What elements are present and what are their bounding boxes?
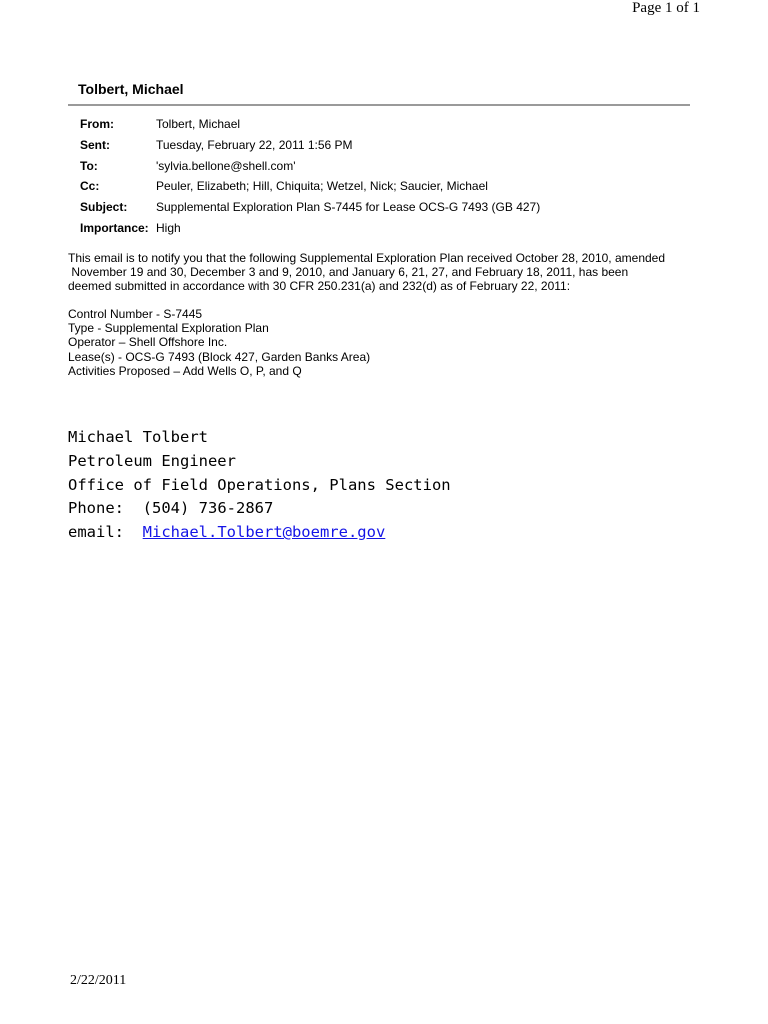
from-label: From:	[80, 117, 114, 131]
body-line: November 19 and 30, December 3 and 9, 2010, and January 6, 21, 27, and February 18, 2011, has been	[68, 265, 629, 280]
sent-row	[80, 135, 540, 156]
signature-block	[68, 426, 451, 545]
body-line: deemed submitted in accordance with 30 CFR 250.231(a) and 232(d) as of February 22, 2011:	[68, 279, 571, 294]
cc-row	[80, 176, 540, 197]
cc-label: Cc:	[80, 179, 100, 194]
importance-row	[80, 218, 540, 239]
type-line: Type - Supplemental Exploration Plan	[68, 321, 269, 336]
signature-title: Petroleum Engineer	[68, 451, 236, 470]
signature-name: Michael Tolbert	[68, 428, 208, 446]
footer-date: 2/22/2011	[70, 973, 127, 988]
header-divider	[68, 104, 690, 106]
activities-line: Activities Proposed – Add Wells O, P, and Q	[68, 363, 302, 378]
from-row	[80, 114, 540, 135]
phone-label: Phone:	[68, 499, 124, 518]
subject-label: Subject:	[80, 200, 128, 215]
cc-value: Peuler, Elizabeth; Hill, Chiquita; Wetzel, Nick; Saucier, Michael	[156, 179, 488, 194]
to-row	[80, 156, 540, 177]
importance-value: High	[156, 220, 181, 235]
sent-value: Tuesday, February 22, 2011 1:56 PM	[156, 137, 353, 152]
to-label: To:	[80, 158, 98, 173]
to-value: 'sylvia.bellone@shell.com'	[156, 158, 296, 173]
subject-row	[80, 197, 540, 218]
importance-label: Importance:	[80, 220, 149, 235]
email-body	[68, 251, 708, 294]
operator-line: Operator – Shell Offshore Inc.	[68, 335, 228, 350]
lease-line: Lease(s) - OCS-G 7493 (Block 427, Garden Banks Area)	[68, 349, 371, 364]
subject-value: Supplemental Exploration Plan S-7445 for Lease OCS-G 7493 (GB 427)	[156, 200, 541, 215]
email-label: email:	[68, 523, 124, 542]
sent-label: Sent:	[80, 137, 110, 152]
signature-office: Office of Field Operations, Plans Section	[68, 475, 451, 494]
control-number-line: Control Number - S-7445	[68, 307, 203, 321]
signature-phone	[68, 497, 451, 521]
email-header-table	[80, 114, 540, 239]
phone-value: (504) 736-2867	[142, 499, 274, 518]
sender-heading: Tolbert, Michael	[78, 81, 184, 97]
page-number-label: Page 1 of 1	[632, 0, 700, 16]
body-line: This email is to notify you that the following Supplemental Exploration Plan received October 28, 2010, amended	[68, 251, 666, 265]
email-link[interactable]: Michael.Tolbert@boemre.gov	[142, 523, 386, 542]
signature-email	[68, 521, 451, 545]
plan-details	[68, 307, 370, 378]
from-value: Tolbert, Michael	[156, 117, 241, 131]
